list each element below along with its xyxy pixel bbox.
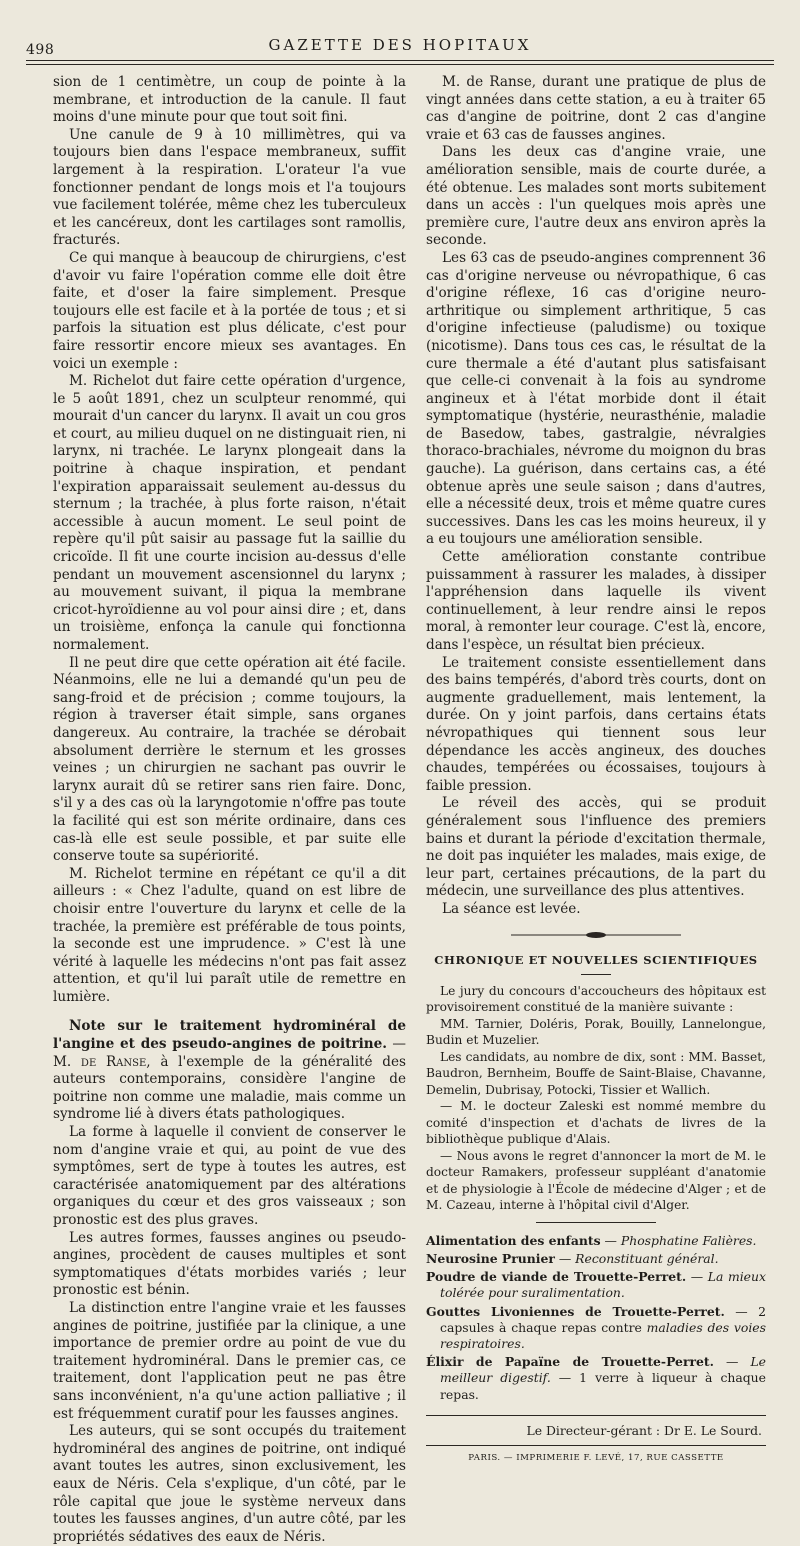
ad-description: La mieux tolérée pour suralimentation. xyxy=(440,1269,766,1301)
footer-rule xyxy=(426,1415,766,1416)
paragraph: Il ne peut dire que cette opération ait été facile. Néanmoins, elle ne lui a demandé qu'un peu de sang-froid et de précision ; comme toujours, la région à traverser était simple, sans organes dangereux. Au contraire, la trachée se dérobait absolument derrière le sternum et les grosses veines ; un chirurgien ne sachant pas ouvrir le larynx aurait dû se retirer sans rien faire. Donc, s'il y a des cas où la laryngotomie n'offre pas toute la facilité qui est son mérite ordinaire, dans ces cas-là elle est seule possible, et par suite elle conserve toute sa supériorité. xyxy=(53,654,406,865)
paragraph: sion de 1 centimètre, un coup de pointe à la membrane, et introduction de la canule. Il faut moins d'une minute pour que tout soit fini. xyxy=(53,74,406,126)
paragraph: Les autres formes, fausses angines ou pseudo-angines, procèdent de causes multiples et sont symptomatiques d'états morbides variés ; leur pronostic est bénin. xyxy=(53,1229,406,1299)
ad-description: Phosphatine Falières. xyxy=(620,1232,757,1248)
ad-name: Élixir de Papaïne de Trouette-Perret. xyxy=(426,1354,714,1370)
ad-item: Élixir de Papaïne de Trouette-Perret. — Le meilleur digestif. — 1 verre à liqueur à chaque repas. xyxy=(426,1354,766,1402)
paragraph: M. de Ranse, durant une pratique de plus de vingt années dans cette station, a eu à traiter 65 cas d'angine de poitrine, dont 2 cas d'angine vraie et 63 cas de fausses angines. xyxy=(426,74,766,143)
chronicle-title: CHRONIQUE ET NOUVELLES SCIENTIFIQUES xyxy=(434,953,758,968)
header-rule xyxy=(26,60,774,61)
ad-item: Neurosine Prunier — Reconstituant général. xyxy=(426,1250,719,1266)
ad-text: — 2 capsules à chaque repas contre xyxy=(440,1303,766,1335)
ad-text: — 1 verre à liqueur à chaque repas. xyxy=(440,1370,766,1402)
ad-item: Poudre de viande de Trouette-Perret. — La mieux tolérée pour suralimentation. xyxy=(426,1269,766,1301)
section-ornament xyxy=(426,927,766,945)
news-item: Les candidats, au nombre de dix, sont : MM. Basset, Baudron, Bernheim, Bouffe de Saint-Blaise, Chavanne, Demelin, Dubrisay, Potocki, Tissier et Wallich. xyxy=(426,1049,766,1097)
right-column xyxy=(426,74,766,1464)
ad-name: Gouttes Livoniennes de Trouette-Perret. xyxy=(426,1303,725,1319)
page-number: 498 xyxy=(26,42,55,58)
paragraph: La distinction entre l'angine vraie et les fausses angines de poitrine, justifiée par la clinique, a une importance de premier ordre au point de vue du traitement hydrominéral. Dans le premier cas, ce traitement, dont l'application peut ne pas être sans inconvénient, n'a qu'une action palliative ; il est fréquemment curatif pour les fausses angines. xyxy=(53,1299,406,1422)
ad-name: Poudre de viande de Trouette-Perret. xyxy=(426,1269,687,1285)
running-title: GAZETTE DES HOPITAUX xyxy=(268,36,532,54)
paragraph: La forme à laquelle il convient de conserver le nom d'angine vraie et qui, au point de vue des symptômes, sert de type à toutes les autres, est caractérisée anatomiquement par des altérations organiques du cœur et des gros vaisseaux ; son pronostic est des plus graves. xyxy=(53,1124,406,1228)
separator-rule xyxy=(536,1222,656,1223)
printer-imprint: PARIS. — IMPRIMERIE F. LEVÉ, 17, RUE CASSETTE xyxy=(426,1445,766,1468)
ad-item xyxy=(426,1304,766,1353)
news-item: — Nous avons le regret d'annoncer la mort de M. le docteur Ramakers, professeur suppléant d'anatomie et de physiologie à l'École de médecine d'Alger ; et de M. Cazeau, interne à l'hôpital civil d'Alger. xyxy=(426,1148,766,1213)
chronicle xyxy=(426,983,766,1214)
paragraph: Une canule de 9 à 10 millimètres, qui va toujours bien dans l'espace membraneux, suffit largement à la respiration. L'orateur l'a vue fonctionner pendant de longs mois et l'a toujours vue facilement tolérée, même chez les tuberculeux et les cancéreux, dont les cartilages sont ramollis, fracturés. xyxy=(53,126,406,249)
publisher-signature: Le Directeur-gérant : Dr E. Le Sourd. xyxy=(526,1422,762,1438)
news-item: MM. Tarnier, Doléris, Porak, Bouilly, Lannelongue, Budin et Muzelier. xyxy=(426,1016,766,1048)
left-column xyxy=(53,74,407,1545)
ad-item: Alimentation des enfants — Phosphatine Falières. xyxy=(426,1232,757,1248)
ad-description: Reconstituant général. xyxy=(575,1250,719,1266)
article-intro: à l'exemple de la généralité des auteurs contemporains, considère l'angine de poitrine non comme une maladie, mais comme un syndrome lié à divers états pathologiques. xyxy=(53,1053,406,1123)
short-rule xyxy=(581,974,611,975)
paragraph: Le traitement consiste essentiellement dans des bains tempérés, d'abord très courts, dont on augmente graduellement, mais lentement, la durée. On y joint parfois, dans certains états névropathiques qui tiennent sous leur dépendance les accès angineux, des douches chaudes, tempérées ou écossaises, toujours à faible pression. xyxy=(426,654,766,794)
news-item: — M. le docteur Zaleski est nommé membre du comité d'inspection et d'achats de livres de la bibliothèque publique d'Alais. xyxy=(426,1099,766,1147)
advertisements xyxy=(426,1233,766,1403)
article-title: Note sur le traitement hydrominéral de l'angine et des pseudo-angines de poitrine. xyxy=(53,1018,406,1053)
article-note xyxy=(53,1018,406,1124)
paragraph: M. Richelot dut faire cette opération d'urgence, le 5 août 1891, chez un sculpteur renommé, qui mourait d'un cancer du larynx. Il avait un cou gros et court, au milieu duquel on ne distinguait rien, ni larynx, ni trachée. Le larynx plongeait dans la poitrine à chaque inspiration, et pendant l'expiration apparaissait seulement au-dessus du sternum ; la trachée, à plus forte raison, n'était accessible à aucun moment. Le seul point de repère qu'il pût saisir au passage fut la saillie du cricoïde. Il fit une courte incision au-dessus d'elle pendant un mouvement ascensionnel du larynx ; au mouvement suivant, il piqua la membrane cricot-hyroïdienne au vol pour ainsi dire ; et, dans un troisième, enfonça la canule qui fonctionna normalement. xyxy=(53,373,406,653)
paragraph: La séance est levée. xyxy=(442,900,581,917)
ad-name: Alimentation des enfants xyxy=(426,1232,601,1248)
paragraph: M. Richelot termine en répétant ce qu'il a dit ailleurs : « Chez l'adulte, quand on est libre de choisir entre l'ouverture du larynx et celle de la trachée, la première est préférable de tous points, la seconde est une imprudence. » C'est là une vérité à laquelle les médecins n'ont pas fait assez attention, et qu'il lui paraît utile de remettre en lumière. xyxy=(53,865,406,1005)
ad-description: maladies des voies respiratoires. xyxy=(440,1319,766,1351)
ornament-rule-icon xyxy=(511,931,681,939)
paragraph: Ce qui manque à beaucoup de chirurgiens, c'est d'avoir vu faire l'opération comme elle doit être faite, et d'oser la faire simplement. Presque toujours elle est facile et à la portée de tous ; et si parfois la situation est plus délicate, c'est pour faire ressortir encore mieux ses avantages. En voici un exemple : xyxy=(53,249,406,372)
news-item: Le jury du concours d'accoucheurs des hôpitaux est provisoirement constitué de la manière suivante : xyxy=(426,983,766,1015)
ad-name: Neurosine Prunier xyxy=(426,1250,555,1266)
paragraph: Cette amélioration constante contribue puissamment à rassurer les malades, à dissiper l'appréhension dans laquelle ils vivent continuellement, à leur rendre ainsi le repos moral, à remonter leur courage. C'est là, encore, dans l'espèce, un résultat bien précieux. xyxy=(426,549,766,653)
header-rule-thin xyxy=(26,64,774,65)
paragraph: Les auteurs, qui se sont occupés du traitement hydrominéral des angines de poitrine, ont indiqué avant toutes les autres, sinon exclusivement, les eaux de Néris. Cela s'explique, d'un côté, par le rôle capital que joue le système nerveux dans toutes les fausses angines, d'un autre côté, par les propriétés sédatives des eaux de Néris. xyxy=(53,1423,406,1545)
paragraph: Le réveil des accès, qui se produit généralement sous l'influence des premiers bains et durant la période d'excitation thermale, ne doit pas inquiéter les malades, mais exige, de leur part, certaines précautions, de la part du médecin, une surveillance des plus attentives. xyxy=(426,795,766,900)
ad-description: Le meilleur digestif. xyxy=(440,1354,766,1386)
paragraph: Dans les deux cas d'angine vraie, une amélioration sensible, mais de courte durée, a été obtenue. Les malades sont morts subitement dans un accès : l'un quelques mois après une première cure, l'autre deux ans environ après la seconde. xyxy=(426,144,766,249)
article-author: — M. de Ranse, xyxy=(53,1036,407,1070)
paragraph: Les 63 cas de pseudo-angines comprennent 36 cas d'origine nerveuse ou névropathique, 6 cas d'origine réflexe, 16 cas d'origine neuro-arthritique ou simplement arthritique, 5 cas d'origine infectieuse (paludisme) ou toxique (nicotisme). Dans tous ces cas, le résultat de la cure thermale a été d'autant plus satisfaisant que celle-ci convenait à la fois au syndrome angineux et à l'état morbide dont il était symptomatique (hystérie, neurasthénie, maladie de Basedow, tabes, gastralgie, névralgies thoraco-brachiales, névrome du moignon du bras gauche). La guérison, dans certains cas, a été obtenue après une seule saison ; dans d'autres, elle a nécessité deux, trois et même quatre cures successives. Dans les cas les moins heureux, il y a eu toujours une amélioration sensible. xyxy=(426,249,766,548)
